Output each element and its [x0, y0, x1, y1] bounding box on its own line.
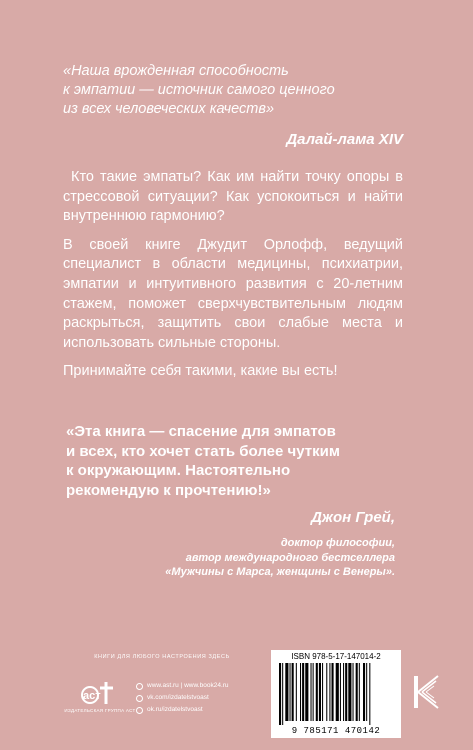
- credential-line: «Мужчины с Марса, женщины с Венеры».: [165, 566, 395, 578]
- credential-line: автор международного бестселлера: [185, 551, 395, 564]
- epigraph-line: из всех человеческих качеств»: [63, 101, 275, 117]
- epigraph-line: к эмпатии — источник самого ценного: [63, 82, 335, 98]
- globe-icon: [136, 683, 143, 690]
- barcode-digits: 9 785171 470142: [291, 726, 381, 736]
- barcode-bars: [277, 663, 395, 725]
- ok-link-text: ok.ru/izdatelstvoast: [147, 706, 203, 713]
- epigraph: [63, 62, 393, 119]
- review-quote: [66, 422, 386, 500]
- quote-line: рекомендую к прочтению!»: [66, 481, 271, 499]
- publisher-logo-icon: [80, 676, 118, 706]
- brand-k-mark-icon: [410, 672, 444, 712]
- quote-author-credentials: [75, 536, 395, 580]
- website-links-text: www.ast.ru | www.book24.ru: [147, 682, 229, 689]
- ok-icon: [136, 707, 143, 714]
- credential-line: доктор философии,: [280, 537, 395, 549]
- ok-link[interactable]: [136, 704, 266, 716]
- description-paragraph: Кто такие эмпаты? Как им найти точку опоры в стрессовой ситуации? Как успокоиться и найти внутреннюю гармонию?: [63, 169, 403, 225]
- quote-line: «Эта книга — спасение для эмпатов: [66, 423, 336, 440]
- description-paragraph: В своей книге Джудит Орлофф, ведущий специалист в области медицины, психиатрии, эмпатии и интуитивного развития с 20-летним стажем, поможет сверхчувствительным людям раскрыться, защитить свои слабые места и использовать сильные стороны.: [63, 236, 403, 351]
- publisher-tagline: КНИГИ ДЛЯ ЛЮБОГО НАСТРОЕНИЯ ЗДЕСЬ: [62, 654, 262, 660]
- book-description: [63, 168, 403, 391]
- website-links[interactable]: [136, 680, 266, 692]
- quote-line: и всех, кто хочет стать более чутким: [66, 442, 340, 460]
- vk-icon: [136, 695, 143, 702]
- vk-link[interactable]: [136, 692, 266, 704]
- publisher-links: [136, 680, 266, 716]
- quote-line: к окружающим. Настоятельно: [66, 462, 291, 480]
- isbn-text: ISBN 978-5-17-147014-2: [291, 652, 381, 661]
- barcode: [271, 650, 401, 738]
- epigraph-line: «Наша врожденная способность: [63, 63, 289, 79]
- description-paragraph: Принимайте себя такими, какие вы есть!: [63, 363, 338, 380]
- vk-link-text: vk.com/izdatelstvoast: [147, 694, 209, 701]
- publisher-logo-text: аст: [83, 690, 101, 702]
- quote-author: Джон Грей,: [311, 509, 395, 526]
- publisher-caption: ИЗДАТЕЛЬСКАЯ ГРУППА АСТ: [64, 708, 136, 713]
- epigraph-author: Далай-лама XIV: [286, 131, 403, 148]
